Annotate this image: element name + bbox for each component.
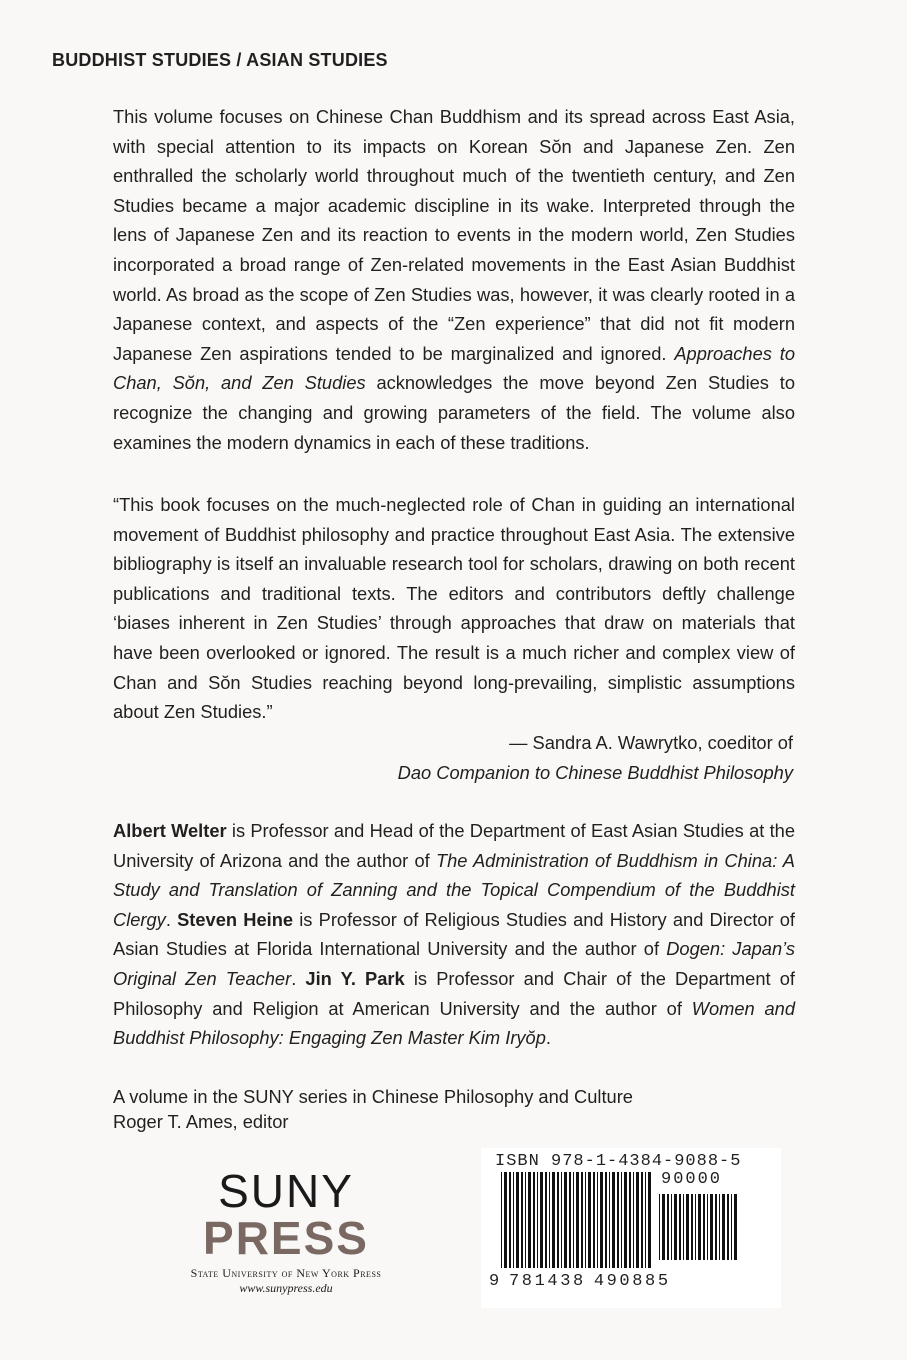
- publisher-logo: [166, 1165, 406, 1296]
- isbn-barcode: [481, 1148, 781, 1308]
- endorsement-quote: “This book focuses on the much-neglected role of Chan in guiding an international movement of Buddhist philosophy and practice throughout East Asia. The extensive bibliography is itself an invaluable research tool for scholars, drawing on both recent publications and traditional texts. The editors and contributors deftly challenge ‘biases inherent in Zen Studies’ through approaches that draw on materials that have been overlooked or ignored. The result is a much richer and complex view of Chan and Sŏn Studies reaching beyond long-prevailing, simplistic assumptions about Zen Studies.”: [113, 494, 795, 723]
- barcode-addon-number: 90000: [661, 1170, 723, 1189]
- endorsement-attribution: [113, 728, 793, 787]
- barcode-digits: 9 781438 490885: [489, 1272, 671, 1291]
- publisher-name: State University of New York Press: [190, 1266, 382, 1280]
- author-name-2: Steven Heine: [177, 908, 294, 930]
- logo-suny: SUNY: [218, 1165, 354, 1217]
- author-book-2: Dogen: Japan’s Original Zen Teacher: [113, 938, 795, 989]
- publisher-url: www.sunypress.edu: [239, 1281, 333, 1295]
- book-title: Approaches to Chan, Sŏn, and Zen Studies: [113, 342, 795, 394]
- logo-press: PRESS: [203, 1212, 369, 1264]
- attribution-book: Dao Companion to Chinese Buddhist Philosophy: [397, 761, 793, 783]
- isbn-label: ISBN 978-1-4384-9088-5: [495, 1152, 742, 1171]
- description-text-2: acknowledges the move beyond Zen Studies to recognize the changing and growing parameters of the field. The volume also examines the modern dynamics in each of these traditions.: [113, 372, 795, 453]
- barcode-main-bars: [501, 1172, 651, 1268]
- description-text-1: This volume focuses on Chinese Chan Buddhism and its spread across East Asia, with special attention to its impacts on Korean Sŏn and Japanese Zen. Zen enthralled the scholarly world throughout much of the twentieth century, and Zen Studies became a major academic discipline in its wake. Interpreted through the lens of Japanese Zen and its reaction to events in the modern world, Zen Studies incorporated a broad range of Zen-related movements in the East Asian Buddhist world. As broad as the scope of Zen Studies was, however, it was clearly rooted in a Japanese context, and aspects of the “Zen experience” that did not fit modern Japanese Zen aspirations tended to be marginalized and ignored.: [113, 106, 795, 364]
- author-name-3: Jin Y. Park: [305, 967, 405, 989]
- series-editor: Roger T. Ames, editor: [113, 1111, 289, 1132]
- book-description: [113, 102, 795, 457]
- barcode-addon-bars: [659, 1194, 739, 1268]
- attribution-author: — Sandra A. Wawrytko, coeditor of: [509, 732, 793, 753]
- author-name-1: Albert Welter: [113, 820, 227, 841]
- author-bios: Albert Welter is Professor and Head of the Department of East Asian Studies at the University of Arizona and the author of The Administration of Buddhism in China: A Study and Translation of Zanning and the Topical Compendium of the Buddhist Clergy. Steven Heine is Professor of Religious Studies and History and Director of Asian Studies at Florida International University and the author of Dogen: Japan’s Original Zen Teacher. Jin Y. Park is Professor and Chair of the Department of Philosophy and Religion at American University and the author of Women and Buddhist Philosophy: Engaging Zen Master Kim Iryŏp.: [113, 820, 795, 1049]
- series-line: A volume in the SUNY series in Chinese Philosophy and Culture: [113, 1086, 633, 1107]
- author-book-3: Women and Buddhist Philosophy: Engaging Zen Master Kim Iryŏp: [113, 997, 795, 1049]
- author-book-1: The Administration of Buddhism in China: A Study and Translation of Zanning and the Topical Compendium of the Buddhist Clergy: [113, 849, 795, 930]
- category-heading: BUDDHIST STUDIES / ASIAN STUDIES: [52, 50, 388, 70]
- series-info: [113, 1084, 633, 1134]
